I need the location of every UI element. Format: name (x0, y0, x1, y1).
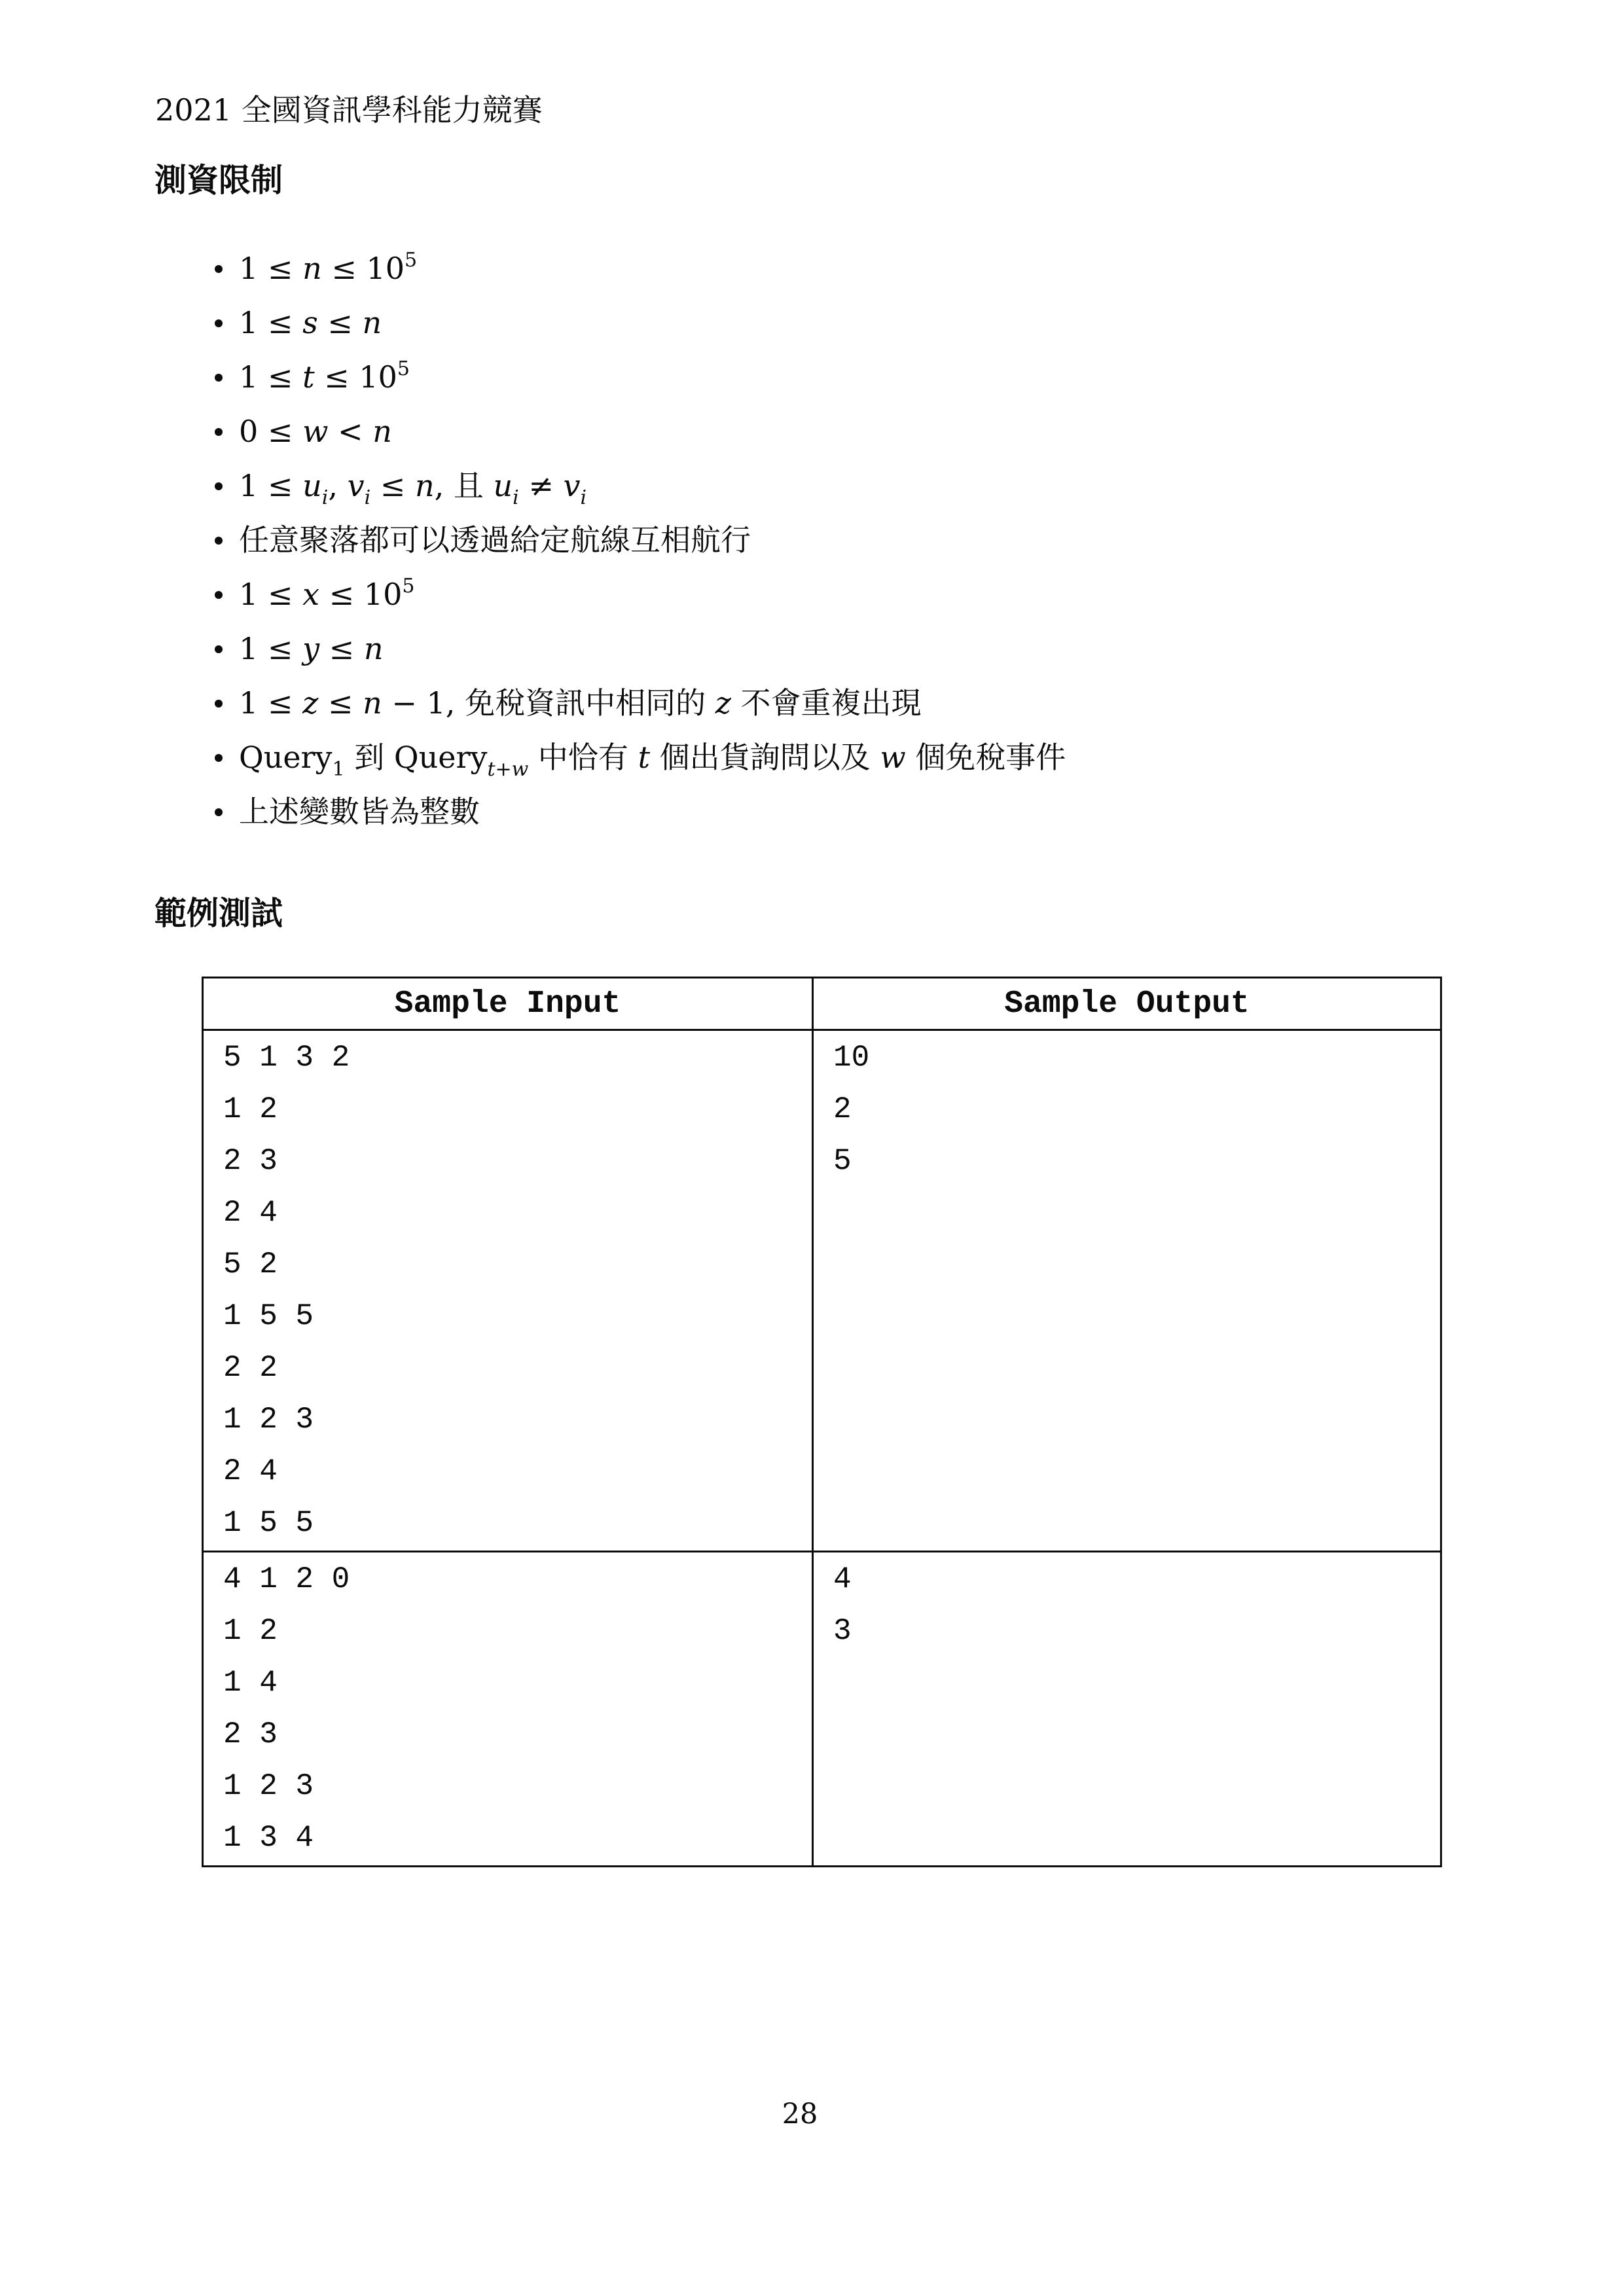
constraint-segment: ≤ 10 (314, 359, 397, 395)
constraint-item (239, 622, 1066, 676)
constraint-segment: ≤ 10 (321, 251, 405, 286)
code-line: 5 (833, 1144, 852, 1178)
constraint-segment: i (580, 486, 587, 509)
constraint-segment: n (414, 468, 435, 503)
constraint-segment: 中恰有 (528, 740, 638, 775)
constraint-segment: 上述變數皆為整數 (239, 794, 480, 829)
constraint-item (239, 404, 1066, 459)
code-line: 1 2 3 (223, 1769, 314, 1803)
sample-output-cell (813, 1552, 1441, 1867)
constraint-segment: 5 (397, 357, 410, 380)
constraint-segment: n (362, 305, 382, 340)
constraint-item (239, 730, 1066, 785)
constraint-segment: 不會重複出現 (731, 685, 922, 721)
constraint-segment: v (563, 468, 581, 503)
code-line: 1 3 4 (223, 1821, 314, 1855)
constraint-segment: , (434, 468, 454, 503)
constraint-segment: ≤ (319, 631, 364, 666)
table-header-sample-input: Sample Input (203, 978, 813, 1030)
sample-row (203, 1552, 1441, 1867)
constraint-segment: 5 (402, 575, 415, 598)
constraint-segment: 個出貨詢問以及 (650, 740, 880, 775)
constraint-item (239, 676, 1066, 730)
constraint-segment: − 1, (382, 685, 465, 721)
constraint-segment: 免稅資訊中相同的 (465, 685, 715, 721)
constraint-segment: ≤ (317, 305, 363, 340)
constraint-segment: t (638, 740, 651, 775)
constraint-segment: ≤ (318, 685, 363, 721)
sample-output-cell (813, 1030, 1441, 1552)
constraint-segment: y (302, 631, 320, 666)
constraint-segment: n (363, 631, 384, 666)
code-line: 1 4 (223, 1666, 278, 1700)
constraint-item (239, 296, 1066, 350)
constraint-segment: i (321, 486, 329, 509)
constraint-segment: 1 ≤ (239, 359, 303, 395)
sample-row (203, 1030, 1441, 1552)
constraint-segment: w (880, 740, 906, 775)
constraint-segment: n (372, 414, 392, 449)
code-line: 4 (833, 1562, 852, 1596)
code-line: 10 (833, 1041, 870, 1075)
code-line: 2 4 (223, 1196, 278, 1230)
samples-table (202, 977, 1442, 1867)
constraint-segment: 任意聚落都可以透過給定航線互相航行 (239, 522, 751, 558)
constraint-item (239, 785, 1066, 839)
code-line: 5 1 3 2 (223, 1041, 350, 1075)
constraint-segment: 1 ≤ (239, 631, 303, 666)
code-line: 1 2 (223, 1614, 278, 1648)
code-line: 1 5 5 (223, 1299, 314, 1333)
constraint-segment: , (328, 468, 348, 503)
constraint-segment: Query (239, 740, 333, 775)
constraint-segment: 1 ≤ (239, 468, 303, 503)
code-line: 4 1 2 0 (223, 1562, 350, 1596)
constraint-segment: s (302, 305, 318, 340)
code-line: 1 2 3 (223, 1403, 314, 1437)
constraint-segment: n (363, 685, 382, 721)
constraints-list (239, 242, 1066, 839)
constraint-item (239, 567, 1066, 622)
code-line: 1 5 5 (223, 1506, 314, 1540)
constraint-segment: x (302, 577, 320, 612)
constraint-segment: 1 ≤ (239, 577, 303, 612)
samples-table-header-row (203, 978, 1441, 1030)
samples-heading: 範例測試 (154, 895, 283, 932)
constraint-segment: Query (393, 740, 488, 775)
constraint-segment: 5 (405, 249, 418, 272)
constraint-segment: < (328, 414, 373, 449)
constraint-item (239, 242, 1066, 296)
code-line: 5 2 (223, 1247, 278, 1282)
constraint-segment: w (302, 414, 329, 449)
document-header-title: 2021 全國資訊學科能力競賽 (155, 92, 543, 128)
constraint-segment: t (302, 359, 315, 395)
constraint-segment: 且 (453, 468, 494, 503)
sample-input-cell (203, 1030, 813, 1552)
constraint-segment: i (513, 486, 519, 509)
code-line: 3 (833, 1614, 852, 1648)
constraint-segment: 1 (332, 758, 345, 781)
constraint-segment: ≤ 10 (319, 577, 403, 612)
code-line: 2 3 (223, 1144, 278, 1178)
page-number: 28 (782, 2098, 818, 2130)
constraint-segment: 個免稅事件 (905, 740, 1066, 775)
table-header-sample-output: Sample Output (813, 978, 1441, 1030)
constraint-segment: ≠ (518, 468, 564, 503)
samples-table-body (203, 1030, 1441, 1867)
constraint-segment: 1 ≤ (239, 685, 303, 721)
constraint-segment: z (302, 685, 319, 721)
constraint-item (239, 350, 1066, 404)
constraint-segment: u (493, 468, 513, 503)
code-line: 2 4 (223, 1454, 278, 1488)
constraints-heading: 測資限制 (154, 162, 283, 199)
constraint-segment: u (302, 468, 322, 503)
constraint-segment: 到 (344, 740, 394, 775)
code-line: 2 2 (223, 1351, 278, 1385)
code-line: 2 3 (223, 1717, 278, 1751)
constraint-segment: ≤ (370, 468, 415, 503)
constraint-segment: 0 ≤ (239, 414, 303, 449)
sample-input-cell (203, 1552, 813, 1867)
constraint-segment: 1 ≤ (239, 305, 303, 340)
constraint-segment: n (302, 251, 322, 286)
constraint-item (239, 513, 1066, 567)
constraint-segment: i (364, 486, 371, 509)
constraint-segment: z (715, 685, 731, 721)
constraint-item (239, 459, 1066, 513)
constraint-segment: t+w (487, 758, 529, 781)
code-line: 2 (833, 1092, 852, 1126)
constraint-segment: 1 ≤ (239, 251, 303, 286)
constraint-segment: v (347, 468, 365, 503)
code-line: 1 2 (223, 1092, 278, 1126)
